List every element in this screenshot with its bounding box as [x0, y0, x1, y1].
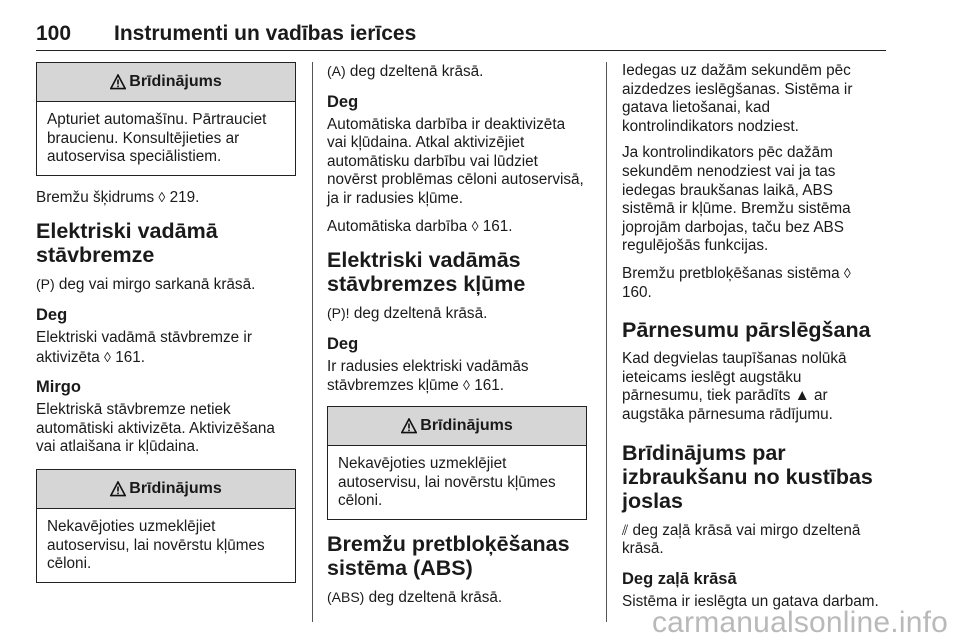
- paragraph: [622, 264, 882, 302]
- warning-text: Nekavējoties uzmeklējiet autoservisu, lai novērstu kļūmes cēloni.: [47, 517, 265, 573]
- paragraph: [327, 588, 587, 608]
- paragraph: [622, 521, 882, 559]
- section-heading: Elektriski vadāmās stāvbremzes kļūme: [327, 248, 526, 297]
- body-text: ar augstāka pārnesuma rādījumu.: [622, 387, 833, 423]
- paragraph: [622, 350, 882, 424]
- column-right: [622, 62, 882, 619]
- brake-fluid-text: Bremžu šķidrums: [36, 188, 155, 206]
- page-ref-number[interactable]: 161.: [482, 217, 513, 235]
- parking-brake-fault-icon: (P)!: [327, 305, 350, 322]
- page-ref-icon: ◊: [843, 264, 851, 281]
- body-text: Ir radusies elektriski vadāmās stāvbremzes kļūme: [327, 357, 529, 395]
- warning-header: [37, 470, 295, 509]
- section-heading: Brīdinājums par izbraukšanu no kustības joslas: [622, 440, 873, 513]
- page-title: Instrumenti un vadības ierīces: [114, 22, 417, 45]
- column-divider: [606, 62, 607, 622]
- indicator-text: deg dzeltenā krāsā.: [349, 63, 484, 80]
- warning-triangle-icon: [110, 74, 126, 90]
- body-text: Bremžu pretbloķēšanas sistēma: [622, 264, 840, 282]
- indicator-text: deg zaļā krāsā vai mirgo dzeltenā krāsā.: [622, 521, 861, 558]
- warning-header: [328, 407, 586, 446]
- upshift-arrow-icon: ▲: [794, 387, 810, 405]
- paragraph: [327, 358, 587, 396]
- warning-box: [36, 62, 296, 176]
- warning-text: Nekavējoties uzmeklējiet autoservisu, lai novērstu kļūmes cēloni.: [338, 454, 556, 510]
- paragraph: Iedegas uz dažām sekundēm pēc aizdedzes ieslēgšanas. Sistēma ir gatava lietošanai, kad kontrolindikators nodziest.: [622, 62, 853, 135]
- subheading: Deg: [327, 334, 359, 353]
- page-ref-number[interactable]: 161.: [474, 377, 504, 395]
- subheading: Deg: [36, 305, 68, 324]
- paragraph: [36, 275, 296, 295]
- warning-title: Brīdinājums: [129, 73, 222, 90]
- paragraph: Ja kontrolindikators pēc dažām sekundēm nenodziest vai ja tas iedegas braukšanas laikā, ABS sistēmā ir kļūme. Bremžu sistēma joprojām darbojas, taču bez ABS regulējošās funkcijas.: [622, 144, 851, 255]
- column-middle: [327, 62, 587, 615]
- column-divider: [312, 62, 313, 622]
- section-heading: Elektriski vadāmā stāvbremze: [36, 219, 218, 268]
- warning-triangle-icon: [110, 481, 126, 497]
- page-number: 100: [36, 22, 72, 45]
- parking-brake-icon: (P): [36, 276, 55, 293]
- body-text: Kad degvielas taupīšanas nolūkā ieteicams ieslēgt augstāku pārnesumu, tiek parādīts: [622, 350, 847, 405]
- warning-box: [327, 406, 587, 520]
- warning-text: Apturiet automašīnu. Pārtrauciet braucienu. Konsultējieties ar autoservisa speciālistiem.: [47, 111, 267, 166]
- paragraph: Sistēma ir ieslēgta un gatava darbam.: [622, 592, 879, 610]
- abs-icon: (ABS): [327, 588, 365, 605]
- warning-triangle-icon: [401, 418, 417, 434]
- paragraph: Automātiska darbība ir deaktivizēta vai kļūdaina. Atkal aktivizējiet automātisku darbību vai lūdziet novērst problēmas cēloni autoservisā, ja ir radusies kļūme.: [327, 115, 584, 207]
- body-text: Elektriski vadāmā stāvbremze ir aktivizēta: [36, 328, 252, 366]
- page-ref-number[interactable]: 219.: [169, 188, 200, 206]
- body-text: Automātiska darbība: [327, 217, 468, 235]
- paragraph: [36, 329, 296, 367]
- warning-header: [37, 63, 295, 102]
- subheading: Mirgo: [36, 378, 81, 397]
- warning-title: Brīdinājums: [420, 416, 513, 434]
- indicator-text: deg dzeltenā krāsā.: [353, 305, 488, 323]
- subheading: Deg zaļā krāsā: [622, 569, 737, 588]
- section-heading: Pārnesumu pārslēgšana: [622, 318, 871, 343]
- page-header: [36, 22, 886, 51]
- section-heading: Bremžu pretbloķēšanas sistēma (ABS): [327, 531, 570, 580]
- subheading: Deg: [327, 92, 359, 111]
- paragraph: Elektriskā stāvbremze netiek automātiski aktivizēta. Aktivizēšana vai atlaišana ir kļūdaina.: [36, 401, 275, 456]
- page-ref-icon: ◊: [463, 377, 470, 394]
- page-ref-icon: ◊: [471, 217, 479, 234]
- page-ref-icon: ◊: [104, 348, 111, 365]
- paragraph: [327, 304, 587, 324]
- lane-departure-icon: ⫽: [622, 521, 629, 538]
- paragraph: [327, 217, 587, 237]
- page-ref-number[interactable]: 160.: [622, 283, 652, 301]
- page-ref-icon: ◊: [158, 188, 166, 205]
- paragraph: [327, 62, 587, 82]
- indicator-text: deg dzeltenā krāsā.: [368, 588, 503, 606]
- watermark: carmanualsonline.info: [651, 606, 948, 639]
- page-ref-number[interactable]: 161.: [115, 348, 145, 366]
- warning-title: Brīdinājums: [129, 479, 222, 497]
- paragraph: [36, 188, 296, 208]
- column-left: [36, 62, 296, 595]
- auto-parking-brake-icon: (A): [327, 63, 346, 79]
- indicator-text: deg vai mirgo sarkanā krāsā.: [58, 276, 256, 294]
- warning-box: [36, 469, 296, 583]
